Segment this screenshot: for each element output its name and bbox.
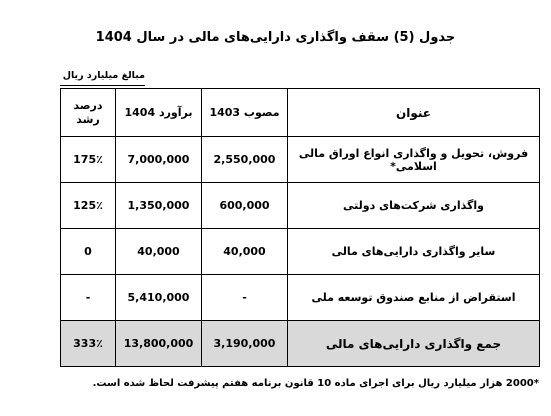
- cell-title: استقراض از منابع صندوق توسعه ملی: [288, 275, 540, 321]
- table-row: [61, 229, 540, 275]
- asset-disposal-table: [60, 88, 540, 367]
- cell-approved-1403: -: [202, 275, 288, 321]
- table-row: [61, 183, 540, 229]
- header-growth: درصد رشد: [61, 89, 116, 137]
- unit-label: مبالغ میلیارد ریال: [62, 70, 145, 81]
- cell-title: فروش، تحویل و واگذاری انواع اوراق مالی اسلامی*: [288, 137, 540, 183]
- table-title: جدول (5) سقف واگذاری دارایی‌های مالی در سال 1404: [95, 30, 456, 45]
- table-row: [61, 275, 540, 321]
- total-estimate-1404: 13,800,000: [116, 321, 202, 367]
- total-title: جمع واگذاری دارایی‌های مالی: [288, 321, 540, 367]
- table-total-row: [61, 321, 540, 367]
- cell-growth: 175٪: [61, 137, 116, 183]
- table-row: [61, 137, 540, 183]
- header-approved-1403: مصوب 1403: [202, 89, 288, 137]
- unit-underline: [60, 85, 145, 86]
- cell-growth: 0: [61, 229, 116, 275]
- footnote: *2000 هزار میلیارد ریال برای اجرای ماده 10 قانون برنامه هفتم پیشرفت لحاظ شده است.: [92, 378, 539, 389]
- header-title: عنوان: [288, 89, 540, 137]
- table-header-row: [61, 89, 540, 137]
- cell-title: سایر واگذاری دارایی‌های مالی: [288, 229, 540, 275]
- cell-approved-1403: 600,000: [202, 183, 288, 229]
- cell-growth: 125٪: [61, 183, 116, 229]
- cell-growth: -: [61, 275, 116, 321]
- cell-estimate-1404: 40,000: [116, 229, 202, 275]
- cell-approved-1403: 2,550,000: [202, 137, 288, 183]
- header-estimate-1404: برآورد 1404: [116, 89, 202, 137]
- cell-estimate-1404: 1,350,000: [116, 183, 202, 229]
- cell-approved-1403: 40,000: [202, 229, 288, 275]
- cell-estimate-1404: 7,000,000: [116, 137, 202, 183]
- total-approved-1403: 3,190,000: [202, 321, 288, 367]
- total-growth: 333٪: [61, 321, 116, 367]
- cell-title: واگذاری شرکت‌های دولتی: [288, 183, 540, 229]
- cell-estimate-1404: 5,410,000: [116, 275, 202, 321]
